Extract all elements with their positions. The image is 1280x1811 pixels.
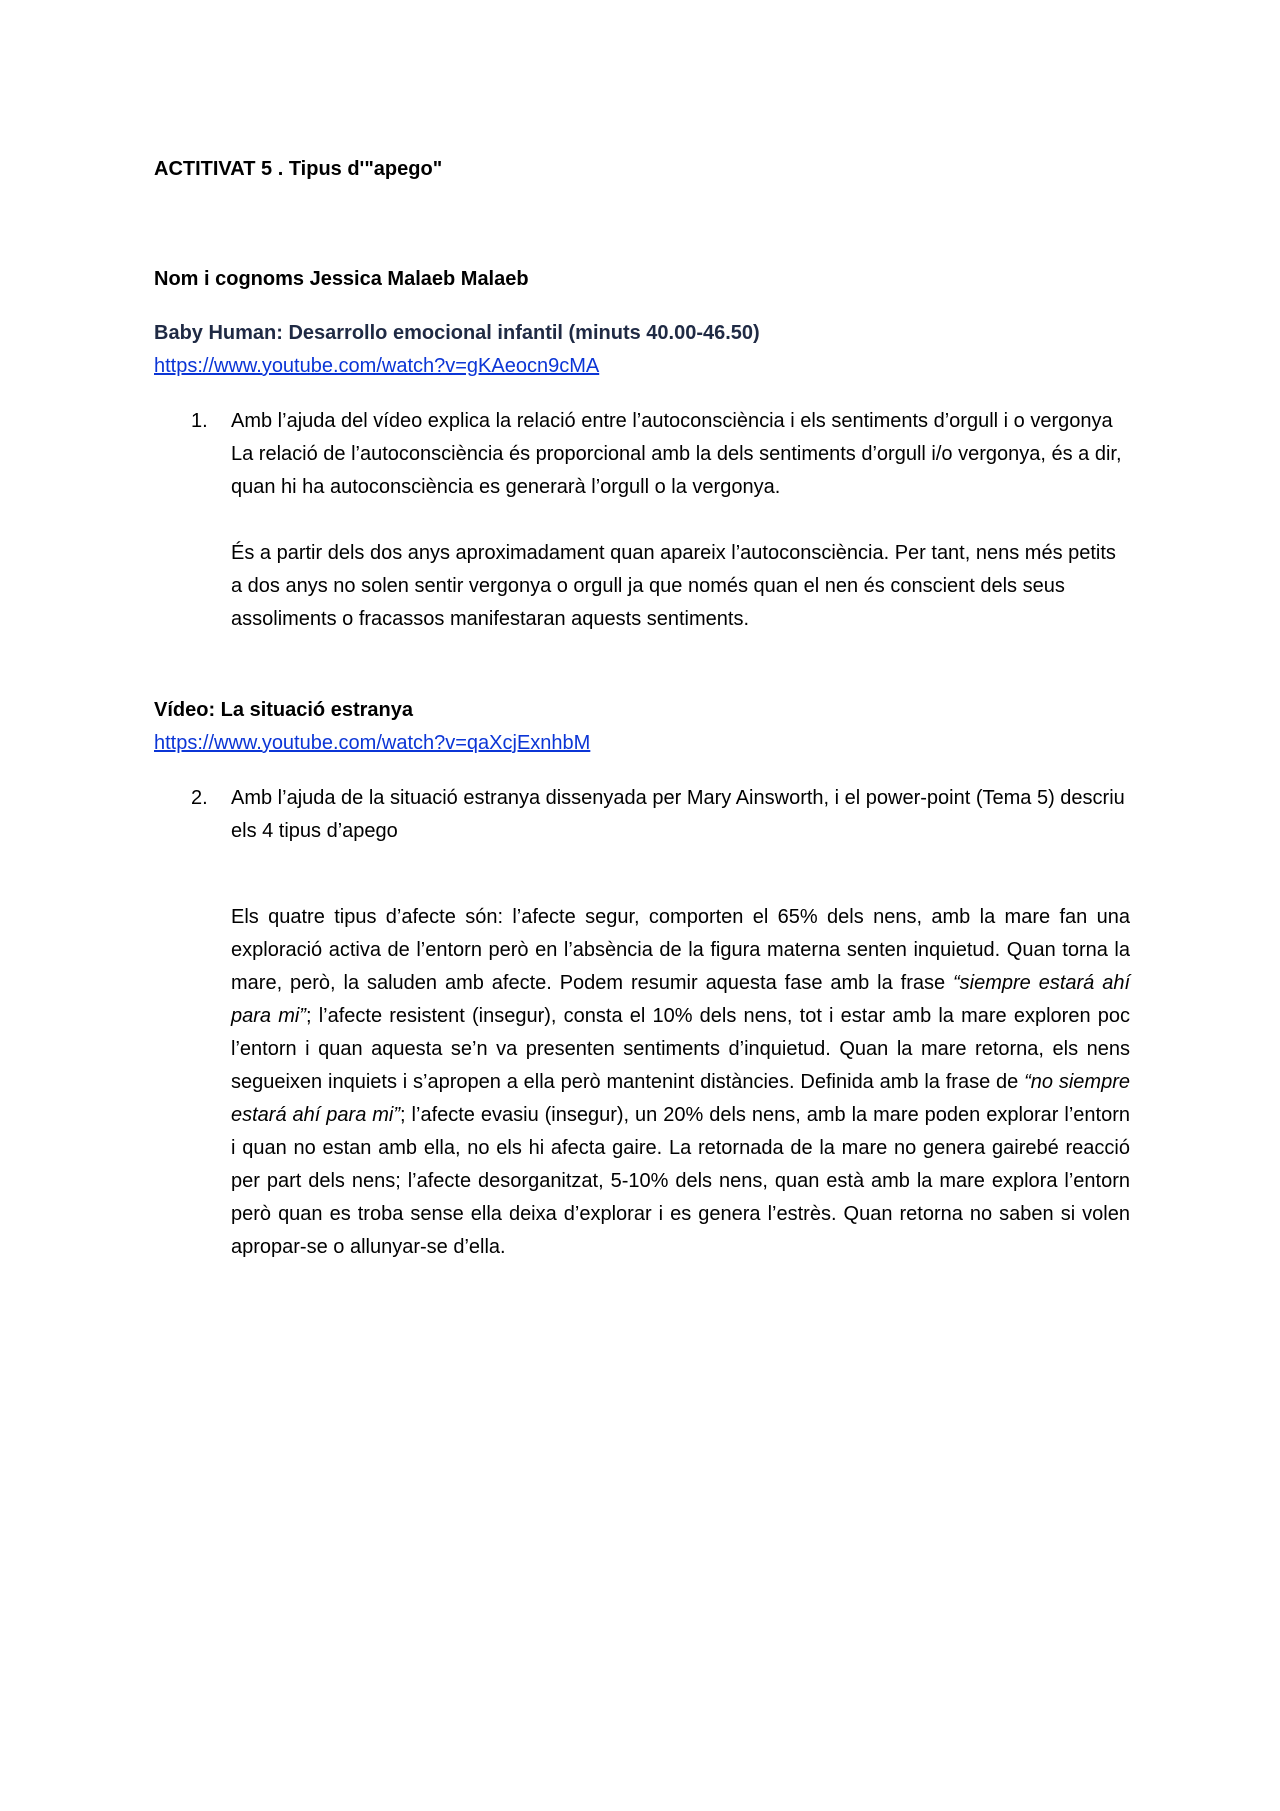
question2-answer — [231, 901, 1130, 1264]
question2-number: 2. — [191, 787, 208, 809]
video2-title: Vídeo: La situació estranya — [154, 699, 413, 721]
answer-quote2: “no siempre estará ahí para mi” — [231, 1071, 1130, 1126]
question2-prompt: Amb l’ajuda de la situació estranya dissenyada per Mary Ainsworth, i el power-point (Tema 5) descriu els 4 tipus d’apego — [231, 787, 1125, 842]
question2-body — [231, 782, 1131, 848]
answer-text-part2: ; l’afecte resistent (insegur), consta el 10% dels nens, tot i estar amb la mare exploren poc l’entorn i quan aquesta se’n va presenten sentiments d’inquietud. Quan la mare retorna, els nens segueixen inquiets i s’apropen a ella però mantenint distàncies. Definida amb la frase de — [231, 1005, 1130, 1093]
question1-body — [231, 405, 1131, 636]
document-title: ACTITIVAT 5 . Tipus d'"apego" — [154, 158, 443, 180]
question1-answer-p1: La relació de l’autoconsciència és proporcional amb la dels sentiments d’orgull i/o vergonya, és a dir, quan hi ha autoconsciència es generarà l’orgull o la vergonya. — [231, 443, 1122, 498]
question1-number: 1. — [191, 410, 208, 432]
paragraph-gap — [231, 504, 1131, 537]
video2-link[interactable]: https://www.youtube.com/watch?v=qaXcjExnhbM — [154, 732, 591, 754]
question1-prompt: Amb l’ajuda del vídeo explica la relació entre l’autoconsciència i els sentiments d’orgull i o vergonya — [231, 410, 1113, 432]
question1-answer-p2: És a partir dels dos anys aproximadament quan apareix l’autoconsciència. Per tant, nens més petits a dos anys no solen sentir vergonya o orgull ja que només quan el nen és conscient dels seus assoliments o fracassos manifestaran aquests sentiments. — [231, 542, 1116, 630]
answer-quote1: “siempre estará ahí para mi” — [231, 972, 1131, 1027]
student-name: Nom i cognoms Jessica Malaeb Malaeb — [154, 268, 529, 290]
answer-text-part1: Els quatre tipus d’afecte són: l’afecte segur, comporten el 65% dels nens, amb la mare fan una exploració activa de l’entorn però en l’absència de la figura materna senten inquietud. Quan torna la mare, però, la saluden amb afecte. Podem resumir aquesta fase amb la frase — [231, 906, 1130, 994]
answer-text-part3: ; l’afecte evasiu (insegur), un 20% dels nens, amb la mare poden explorar l’entorn i quan no estan amb ella, no els hi afecta gaire. La retornada de la mare no genera gairebé reacció per part dels nens; l’afecte desorganitzat, 5-10% dels nens, quan està amb la mare explora l’entorn però quan es troba sense ella deixa d’explorar i es genera l’estrès. Quan retorna no saben si volen apropar-se o allunyar-se d’ella. — [231, 1104, 1131, 1258]
video1-link[interactable]: https://www.youtube.com/watch?v=gKAeocn9cMA — [154, 355, 600, 377]
video1-title: Baby Human: Desarrollo emocional infantil (minuts 40.00-46.50) — [154, 322, 760, 344]
